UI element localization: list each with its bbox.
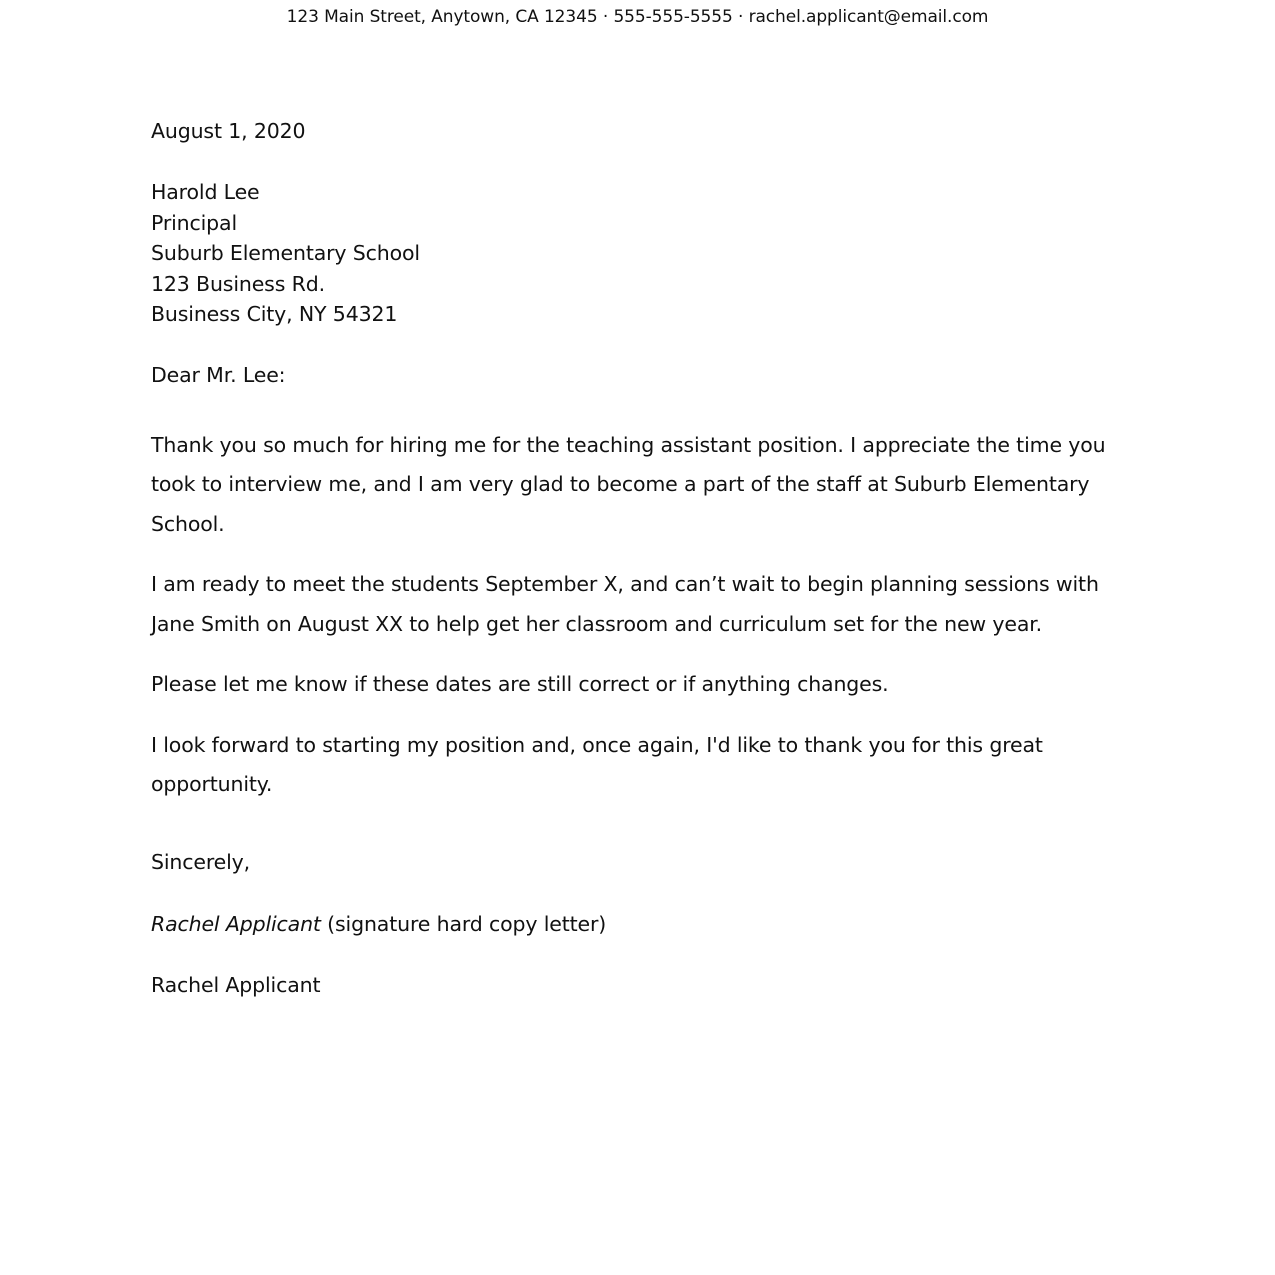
letter-paragraphs: [151, 426, 1131, 805]
signature-note: (signature hard copy letter): [320, 911, 607, 936]
recipient-title: Principal: [151, 210, 238, 235]
paragraph: Please let me know if these dates are still correct or if anything changes.: [151, 672, 889, 696]
typed-name: Rachel Applicant: [151, 972, 321, 997]
recipient-city: Business City, NY 54321: [151, 302, 398, 326]
salutation: Dear Mr. Lee:: [151, 362, 286, 387]
signature-name: Rachel Applicant: [151, 911, 321, 936]
letter-date: August 1, 2020: [151, 119, 306, 143]
sender-contact-line: 123 Main Street, Anytown, CA 12345 · 555-555-5555 · rachel.applicant@email.com: [286, 7, 989, 27]
paragraph: I look forward to starting my position and, once again, I'd like to thank you for this great opportunity.: [151, 732, 1043, 796]
paragraph: Thank you so much for hiring me for the teaching assistant position. I appreciate the time you took to interview me, and I am very glad to become a part of the staff at Suburb Elementary School.: [151, 432, 1106, 536]
closing: Sincerely,: [151, 849, 251, 874]
recipient-address-block: [151, 177, 1131, 330]
recipient-name: Harold Lee: [151, 180, 260, 204]
letter-body: [151, 116, 1131, 1000]
paragraph: I am ready to meet the students September X, and can’t wait to begin planning sessions with Jane Smith on August XX to help get her classroom and curriculum set for the new year.: [151, 572, 1099, 636]
recipient-street: 123 Business Rd.: [151, 271, 325, 296]
recipient-organization: Suburb Elementary School: [151, 241, 420, 265]
signature-line: [151, 909, 1131, 939]
